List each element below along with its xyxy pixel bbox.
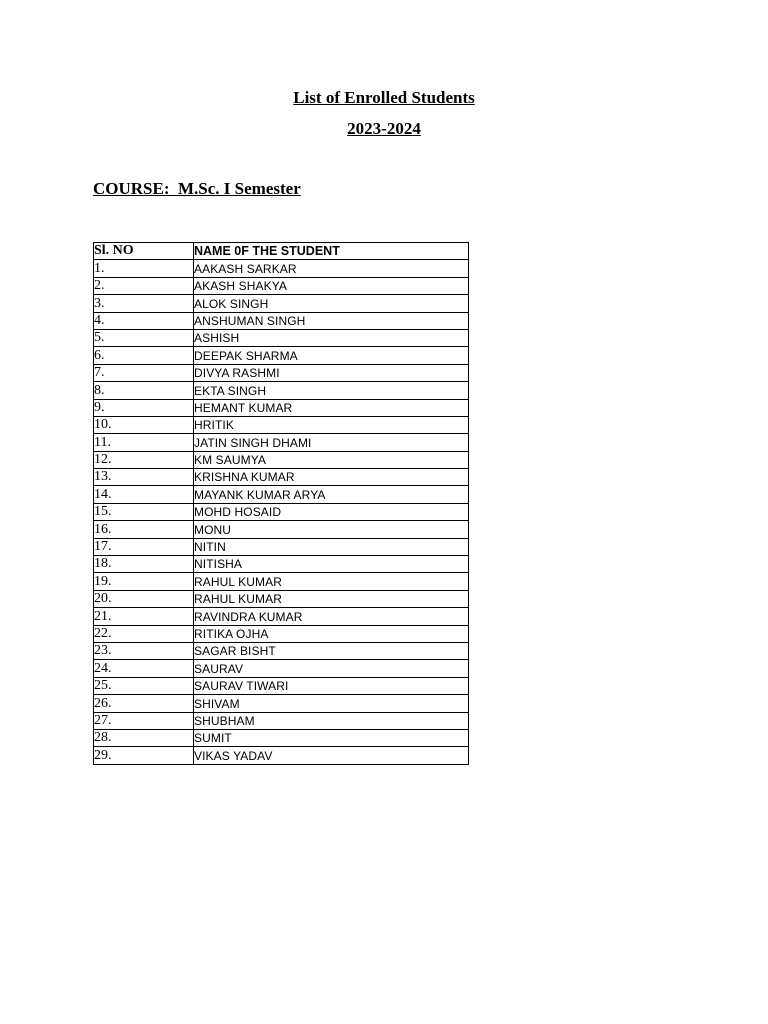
student-name-cell: EKTA SINGH — [194, 382, 469, 399]
table-row — [94, 677, 469, 694]
table-row — [94, 295, 469, 312]
serial-number-cell: 20. — [94, 590, 194, 607]
serial-number-cell: 26. — [94, 695, 194, 712]
student-name-cell: ALOK SINGH — [194, 295, 469, 312]
table-row — [94, 642, 469, 659]
student-name-cell: MAYANK KUMAR ARYA — [194, 486, 469, 503]
students-table-body — [94, 260, 469, 764]
table-row — [94, 747, 469, 764]
student-name-cell: ASHISH — [194, 329, 469, 346]
serial-number-cell: 10. — [94, 416, 194, 433]
student-name-cell: JATIN SINGH DHAMI — [194, 434, 469, 451]
student-name-cell: RAHUL KUMAR — [194, 573, 469, 590]
student-name-cell: RAHUL KUMAR — [194, 590, 469, 607]
student-name-cell: HRITIK — [194, 416, 469, 433]
student-name-cell: SUMIT — [194, 729, 469, 746]
serial-number-cell: 19. — [94, 573, 194, 590]
table-header-row — [94, 243, 469, 260]
student-name-cell: NITISHA — [194, 556, 469, 573]
students-table — [93, 242, 469, 765]
student-name-cell: MONU — [194, 521, 469, 538]
student-name-cell: SAGAR BISHT — [194, 642, 469, 659]
serial-number-cell: 15. — [94, 503, 194, 520]
serial-number-cell: 21. — [94, 608, 194, 625]
table-row — [94, 277, 469, 294]
table-row — [94, 382, 469, 399]
serial-number-cell: 4. — [94, 312, 194, 329]
serial-number-cell: 14. — [94, 486, 194, 503]
student-name-cell: SHUBHAM — [194, 712, 469, 729]
table-row — [94, 312, 469, 329]
serial-number-cell: 25. — [94, 677, 194, 694]
student-name-cell: RITIKA OJHA — [194, 625, 469, 642]
table-row — [94, 260, 469, 277]
student-name-cell: KRISHNA KUMAR — [194, 469, 469, 486]
table-row — [94, 399, 469, 416]
serial-number-cell: 1. — [94, 260, 194, 277]
course-heading: COURSE: M.Sc. I Semester — [93, 179, 301, 198]
serial-number-cell: 28. — [94, 729, 194, 746]
serial-number-cell: 13. — [94, 469, 194, 486]
table-row — [94, 573, 469, 590]
student-name-cell: ANSHUMAN SINGH — [194, 312, 469, 329]
student-name-cell: DIVYA RASHMI — [194, 364, 469, 381]
student-name-cell: SHIVAM — [194, 695, 469, 712]
table-row — [94, 556, 469, 573]
student-name-cell: AAKASH SARKAR — [194, 260, 469, 277]
serial-number-cell: 9. — [94, 399, 194, 416]
serial-number-cell: 3. — [94, 295, 194, 312]
serial-number-cell: 6. — [94, 347, 194, 364]
student-name-cell: VIKAS YADAV — [194, 747, 469, 764]
table-row — [94, 503, 469, 520]
student-name-header: NAME 0F THE STUDENT — [194, 243, 469, 260]
page-title: List of Enrolled Students — [293, 88, 475, 107]
student-name-cell: KM SAUMYA — [194, 451, 469, 468]
student-name-cell: MOHD HOSAID — [194, 503, 469, 520]
table-row — [94, 486, 469, 503]
serial-number-cell: 11. — [94, 434, 194, 451]
serial-number-cell: 18. — [94, 556, 194, 573]
table-row — [94, 590, 469, 607]
serial-number-cell: 8. — [94, 382, 194, 399]
serial-number-cell: 22. — [94, 625, 194, 642]
student-name-cell: HEMANT KUMAR — [194, 399, 469, 416]
serial-number-cell: 23. — [94, 642, 194, 659]
table-row — [94, 364, 469, 381]
student-name-cell: SAURAV — [194, 660, 469, 677]
serial-number-cell: 17. — [94, 538, 194, 555]
serial-number-cell: 24. — [94, 660, 194, 677]
serial-number-cell: 16. — [94, 521, 194, 538]
table-row — [94, 451, 469, 468]
student-name-cell: DEEPAK SHARMA — [194, 347, 469, 364]
table-row — [94, 434, 469, 451]
serial-number-cell: 2. — [94, 277, 194, 294]
table-row — [94, 695, 469, 712]
table-row — [94, 329, 469, 346]
student-name-cell: RAVINDRA KUMAR — [194, 608, 469, 625]
serial-number-cell: 7. — [94, 364, 194, 381]
serial-number-cell: 5. — [94, 329, 194, 346]
table-row — [94, 660, 469, 677]
serial-number-cell: 29. — [94, 747, 194, 764]
table-row — [94, 608, 469, 625]
table-row — [94, 712, 469, 729]
student-name-cell: NITIN — [194, 538, 469, 555]
session-year: 2023-2024 — [347, 119, 421, 138]
table-row — [94, 538, 469, 555]
serial-number-cell: 12. — [94, 451, 194, 468]
serial-number-cell: 27. — [94, 712, 194, 729]
table-row — [94, 416, 469, 433]
table-row — [94, 625, 469, 642]
student-name-cell: SAURAV TIWARI — [194, 677, 469, 694]
table-row — [94, 729, 469, 746]
student-name-cell: AKASH SHAKYA — [194, 277, 469, 294]
serial-number-header: Sl. NO — [94, 243, 194, 260]
table-row — [94, 347, 469, 364]
table-row — [94, 521, 469, 538]
table-row — [94, 469, 469, 486]
